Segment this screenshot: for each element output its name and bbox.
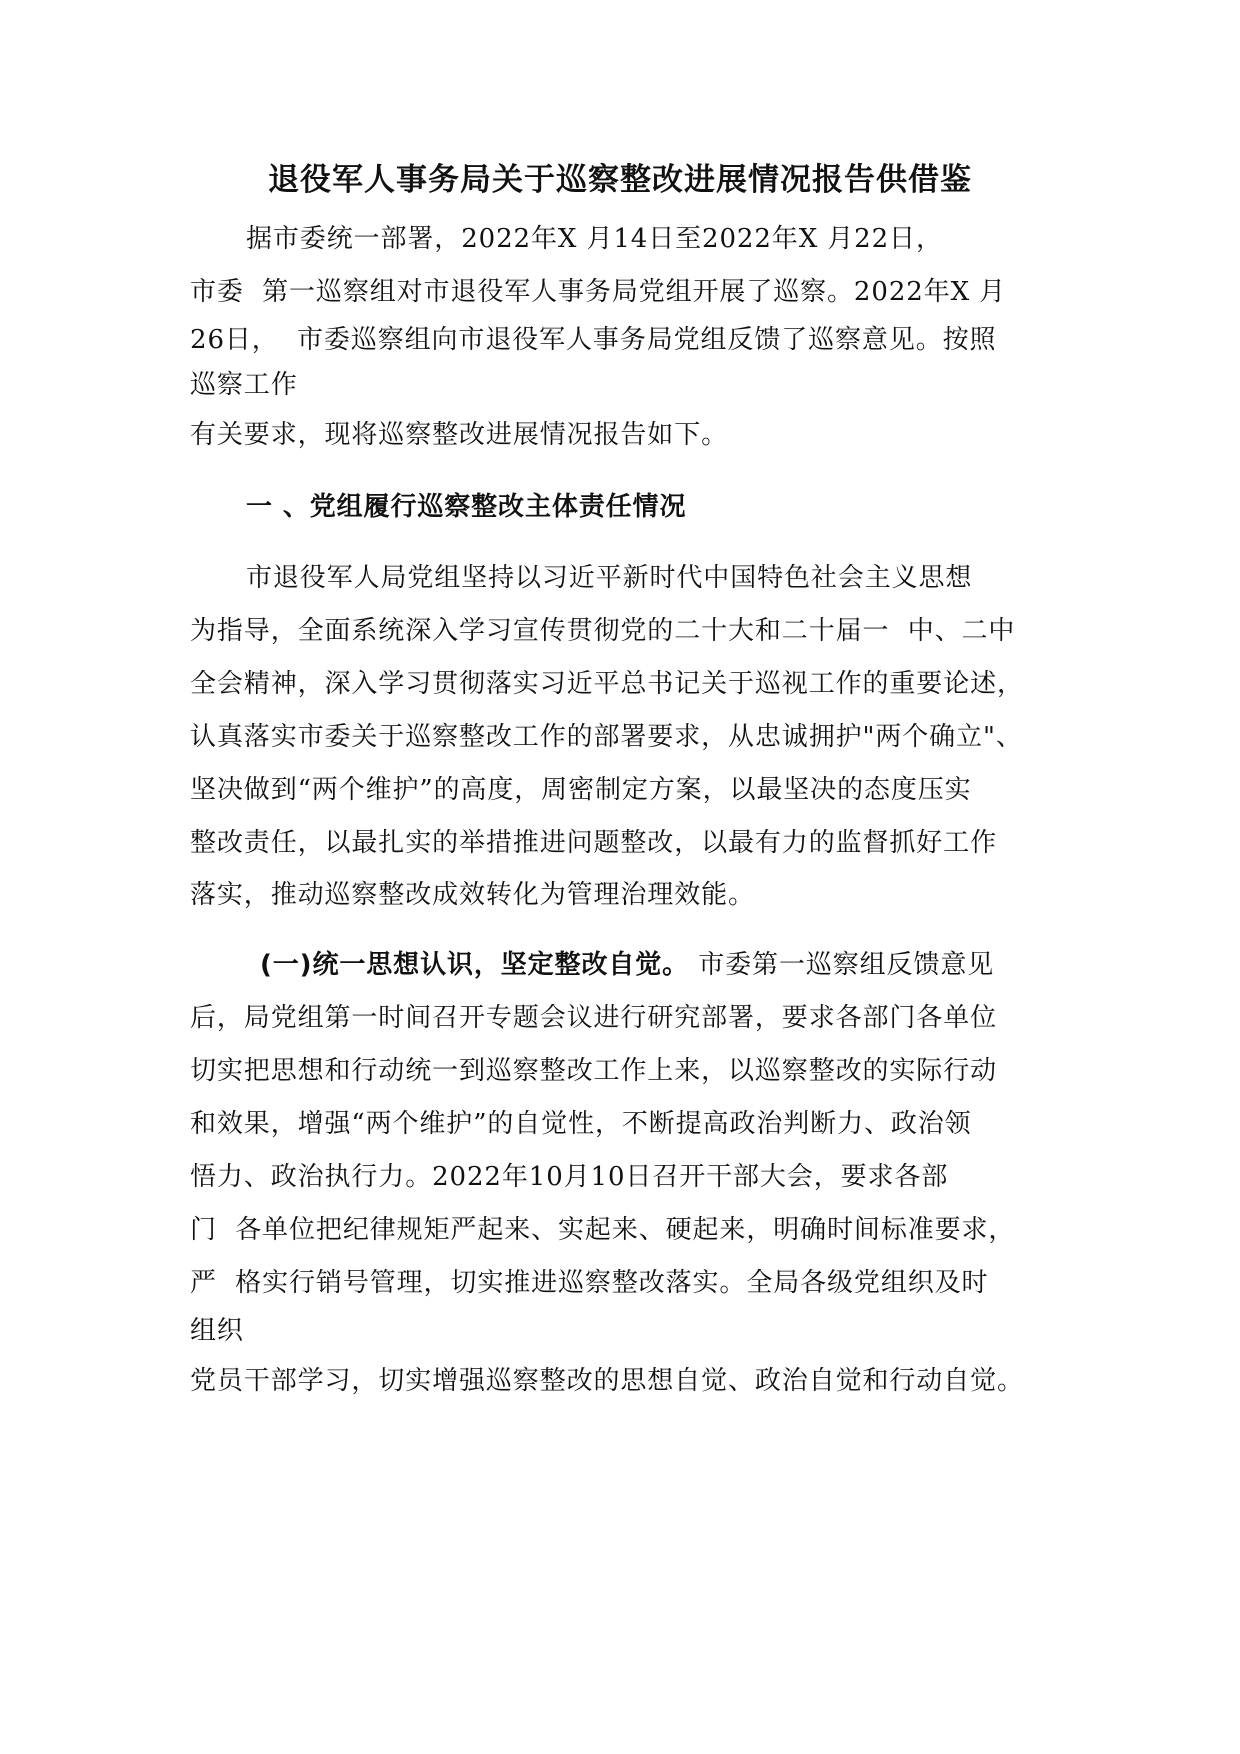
subsection1-line-9: 党员干部学习，切实增强巡察整改的思想自觉、政治自觉和行动自觉。 [190,1366,1024,1396]
section1-line-4: 认真落实市委关于巡察整改工作的部署要求，从忠诚拥护"两个确立"、 [190,722,1023,752]
intro-line-5: 有关要求，现将巡察整改进展情况报告如下。 [190,420,729,450]
subsection1-line-8: 组织 [190,1316,244,1346]
subsection1-line-1 [260,948,994,982]
section1-line-5: 坚决做到“两个维护”的高度，周密制定方案，以最坚决的态度压实 [190,775,972,805]
subsection1-lead: (一)统一思想认识，坚定整改自觉。 [260,950,690,980]
document-title: 退役军人事务局关于巡察整改进展情况报告供借鉴 [268,162,972,198]
section1-line-2: 为指导，全面系统深入学习宣传贯彻党的二十大和二十届一 中、二中 [190,616,1016,646]
subsection1-line-5: 悟力、政治执行力。2022年10月10日召开干部大会，要求各部 [190,1162,949,1192]
subsection1-line-6: 门 各单位把纪律规矩严起来、实起来、硬起来，明确时间标准要求， [190,1215,1016,1245]
subsection1-line-7: 严 格实行销号管理，切实推进巡察整改落实。全局各级党组织及时 [190,1268,989,1298]
section1-line-6: 整改责任，以最扎实的举措推进问题整改，以最有力的监督抓好工作 [190,828,998,858]
section1-line-7: 落实，推动巡察整改成效转化为管理治理效能。 [190,880,755,910]
section1-line-3: 全会精神，深入学习贯彻落实习近平总书记关于巡视工作的重要论述， [190,669,1024,699]
intro-line-2: 市委 第一巡察组对市退役军人事务局党组开展了巡察。2022年X 月 [190,277,1007,307]
section1-line-1: 市退役军人局党组坚持以习近平新时代中国特色社会主义思想 [246,563,973,593]
intro-line-1: 据市委统一部署，2022年X 月14日至2022年X 月22日， [246,224,943,254]
intro-line-4: 巡察工作 [190,370,298,400]
subsection1-line-4: 和效果，增强“两个维护”的自觉性，不断提高政治判断力、政治领 [190,1109,972,1139]
section-heading-1: 一 、党组履行巡察整改主体责任情况 [246,492,687,522]
subsection1-first-line-rest: 市委第一巡察组反馈意见 [689,950,995,980]
subsection1-line-3: 切实把思想和行动统一到巡察整改工作上来，以巡察整改的实际行动 [190,1056,998,1086]
intro-line-3: 26日， 市委巡察组向市退役军人事务局党组反馈了巡察意见。按照 [190,325,997,355]
subsection1-line-2: 后，局党组第一时间召开专题会议进行研究部署，要求各部门各单位 [190,1003,998,1033]
